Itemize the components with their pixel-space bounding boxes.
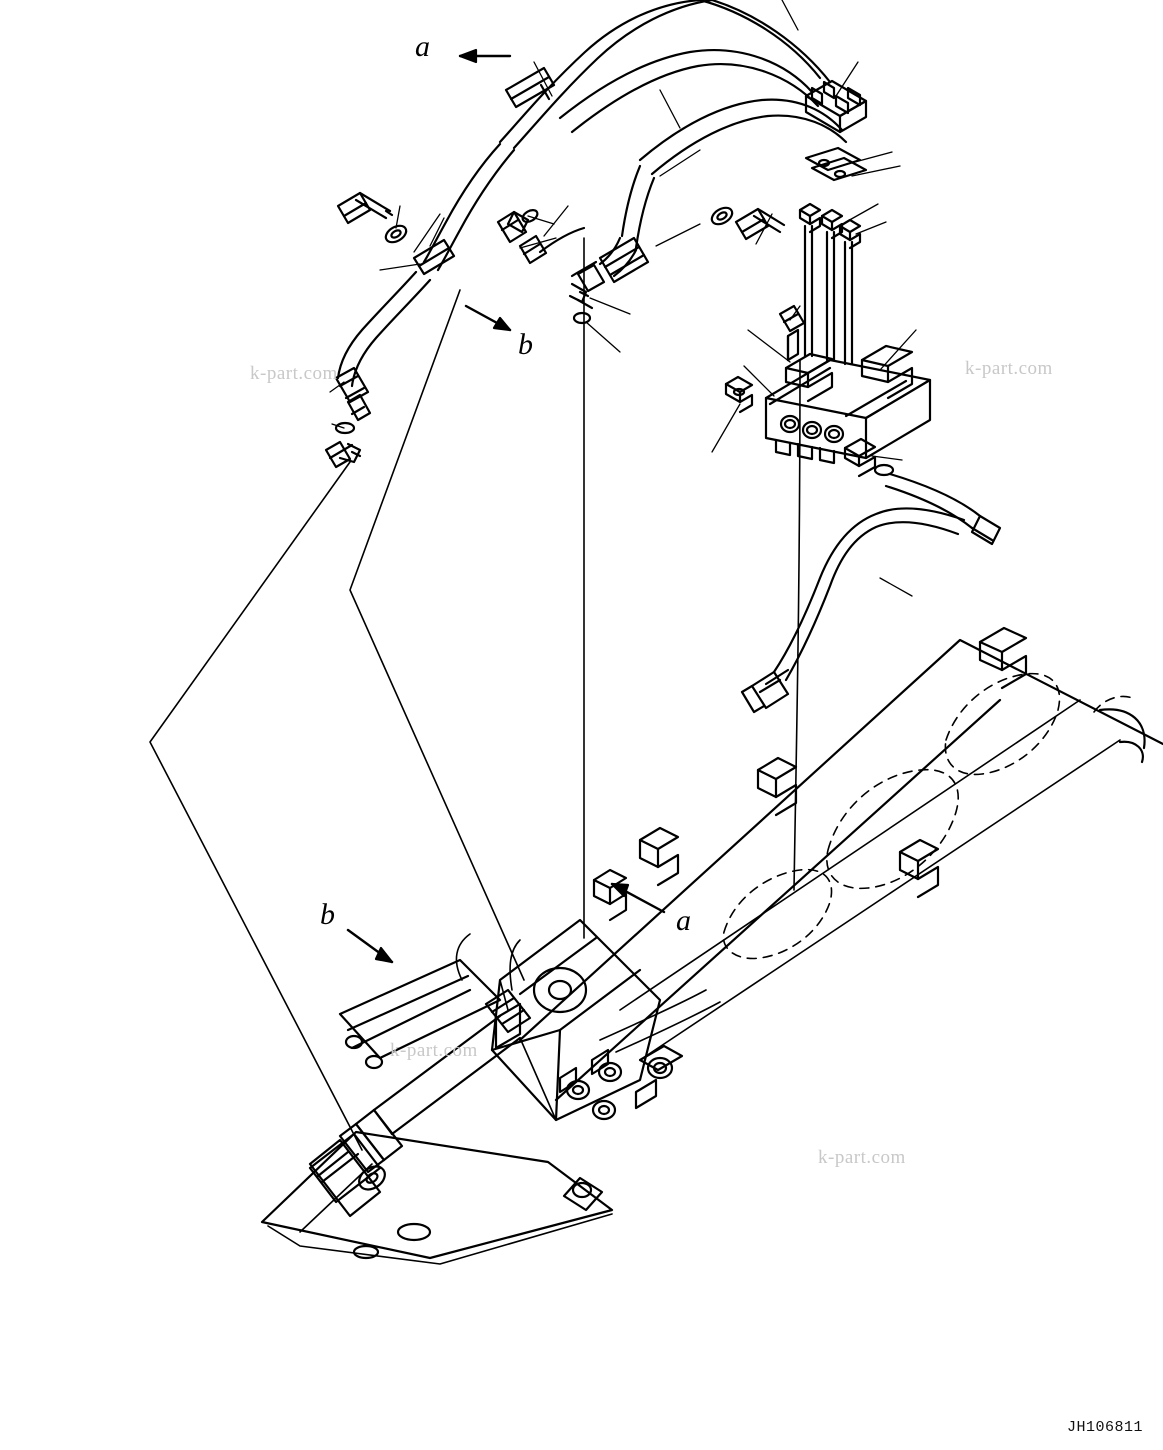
callout-a-top: a (415, 30, 430, 63)
watermark: k-part.com (390, 1040, 478, 1061)
watermark: k-part.com (250, 363, 338, 384)
callout-a-bottom: a (676, 904, 691, 937)
callout-b-top: b (518, 328, 533, 361)
watermark: k-part.com (965, 358, 1053, 379)
callout-b-bottom: b (320, 898, 335, 931)
figure-code: JH106811 (1066, 1419, 1143, 1436)
watermark: k-part.com (818, 1147, 906, 1168)
